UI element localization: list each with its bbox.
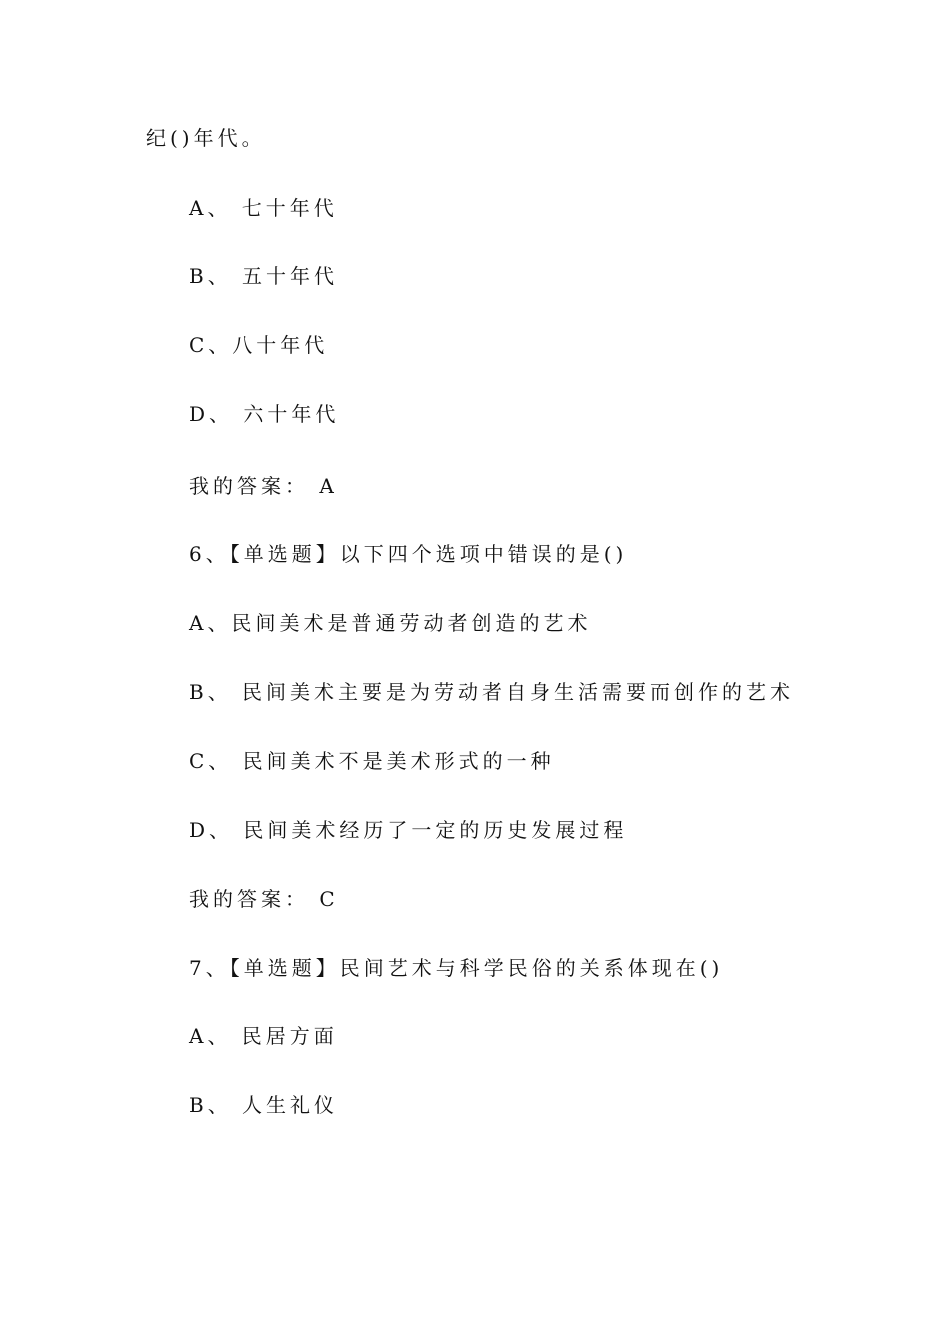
my-answer: 我的答案： A xyxy=(189,474,338,498)
q7-option-b: B、 人生礼仪 xyxy=(189,1093,339,1117)
option-c: C、八十年代 xyxy=(189,333,329,357)
question-continuation: 纪()年代。 xyxy=(146,126,266,150)
q6-option-b: B、 民间美术主要是为劳动者自身生活需要而创作的艺术 xyxy=(189,680,795,704)
q7-option-a: A、 民居方面 xyxy=(189,1024,338,1048)
q6-option-d: D、 民间美术经历了一定的历史发展过程 xyxy=(189,818,628,842)
option-a: A、 七十年代 xyxy=(189,196,338,220)
question-7: 7、【单选题】民间艺术与科学民俗的关系体现在() xyxy=(189,956,724,980)
q6-my-answer: 我的答案： C xyxy=(189,887,339,911)
option-b: B、 五十年代 xyxy=(189,264,339,288)
question-6: 6、【单选题】以下四个选项中错误的是() xyxy=(189,542,628,566)
q6-option-a: A、民间美术是普通劳动者创造的艺术 xyxy=(189,611,592,635)
option-d: D、 六十年代 xyxy=(189,402,340,426)
q6-option-c: C、 民间美术不是美术形式的一种 xyxy=(189,749,555,773)
